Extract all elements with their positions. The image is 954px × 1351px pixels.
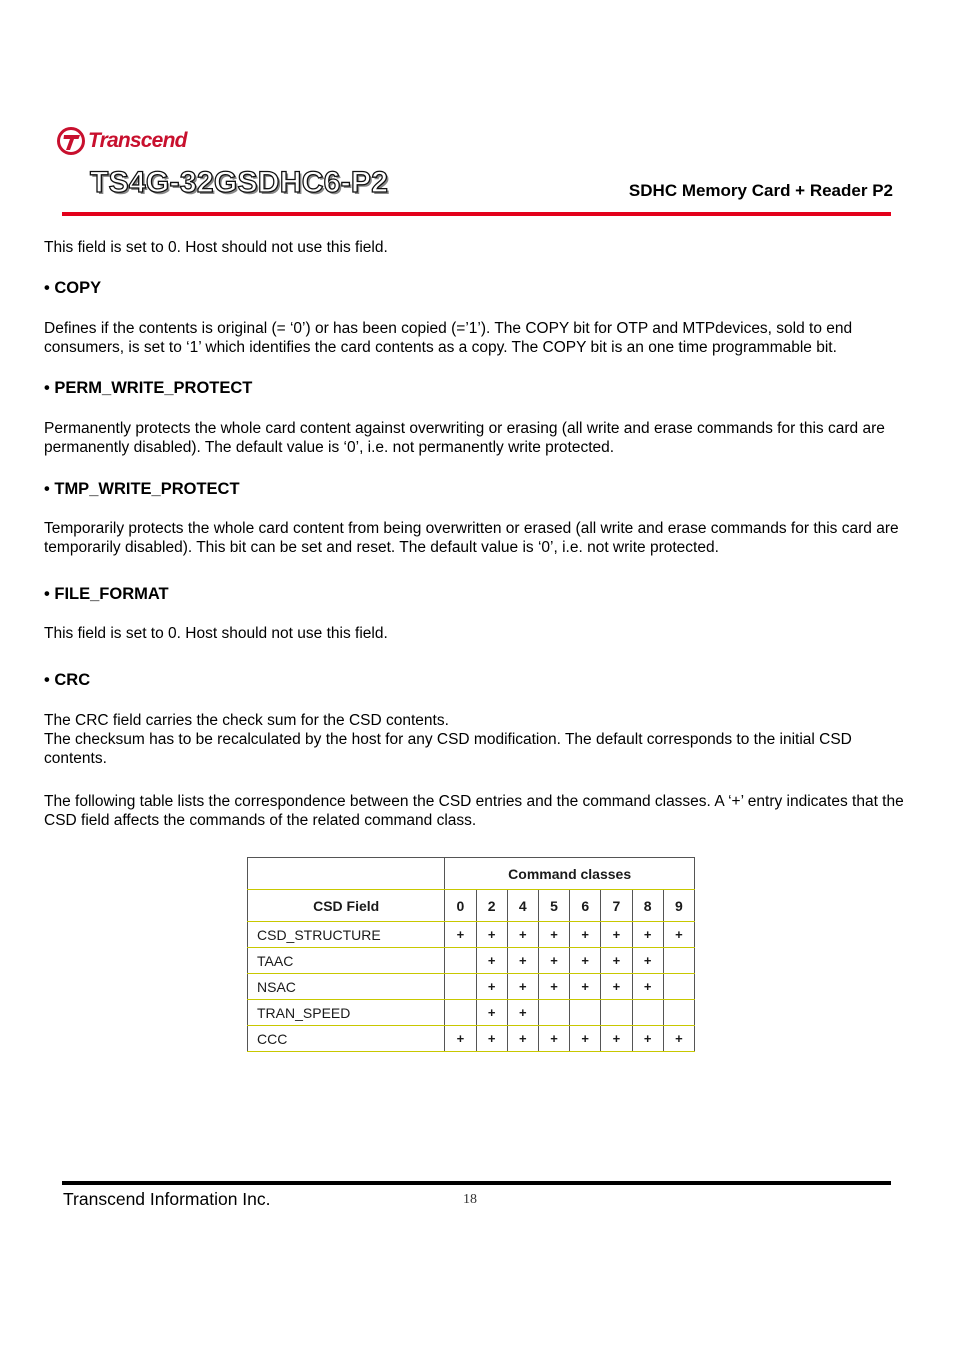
class-cell bbox=[445, 1000, 476, 1026]
command-class-header: 6 bbox=[570, 890, 601, 922]
class-cell: + bbox=[476, 948, 507, 974]
class-cell: + bbox=[445, 1026, 476, 1052]
class-cell: + bbox=[570, 948, 601, 974]
csd-command-class-table bbox=[247, 857, 695, 1052]
model-number: TS4G-32GSDHC6-P2 bbox=[90, 166, 389, 199]
section-text-file-format: This field is set to 0. Host should not use this field. bbox=[44, 625, 388, 642]
section-heading-file-format: • FILE_FORMAT bbox=[44, 585, 169, 603]
class-cell: + bbox=[538, 948, 569, 974]
command-class-header: 0 bbox=[445, 890, 476, 922]
class-cell: + bbox=[538, 1026, 569, 1052]
class-cell: + bbox=[601, 948, 632, 974]
command-class-header: 8 bbox=[632, 890, 663, 922]
class-cell bbox=[601, 1000, 632, 1026]
table-column-header-row bbox=[248, 890, 695, 922]
class-cell bbox=[663, 948, 694, 974]
command-class-header: 7 bbox=[601, 890, 632, 922]
class-cell: + bbox=[632, 974, 663, 1000]
section-text-copy: Defines if the contents is original (= ‘0’) or has been copied (=’1’). The COPY bit for OTP and MTPdevices, sold to end consumers, is set to ‘1’ which identifies the card contents as a copy. The COPY bit is an one time programmable bit. bbox=[44, 320, 853, 356]
table-row bbox=[248, 1000, 695, 1026]
class-cell bbox=[632, 1000, 663, 1026]
class-cell: + bbox=[476, 1026, 507, 1052]
class-cell: + bbox=[507, 948, 538, 974]
header-divider bbox=[62, 212, 891, 216]
section-text-crc-2: The checksum has to be recalculated by the host for any CSD modification. The default corresponds to the initial CSD contents. bbox=[44, 731, 852, 767]
footer-divider bbox=[62, 1181, 891, 1185]
class-cell bbox=[663, 1000, 694, 1026]
section-text-crc-1: The CRC field carries the check sum for the CSD contents. bbox=[44, 712, 449, 729]
class-cell: + bbox=[663, 922, 694, 948]
command-class-header: 2 bbox=[476, 890, 507, 922]
class-cell: + bbox=[570, 974, 601, 1000]
section-text-perm-write-protect: Permanently protects the whole card content against overwriting or erasing (all write and erase commands for this card are permanently disabled). The default value is ‘0’, i.e. not permanently write protected. bbox=[44, 420, 885, 456]
table-intro-text: The following table lists the correspondence between the CSD entries and the command classes. A ‘+’ entry indicates that the CSD field affects the commands of the related command class. bbox=[44, 793, 904, 829]
class-cell: + bbox=[445, 922, 476, 948]
csd-field-name: NSAC bbox=[248, 974, 445, 1000]
table-corner-cell bbox=[248, 858, 445, 890]
class-cell: + bbox=[538, 922, 569, 948]
csd-field-name: CCC bbox=[248, 1026, 445, 1052]
class-cell: + bbox=[538, 974, 569, 1000]
product-name: SDHC Memory Card + Reader P2 bbox=[628, 181, 893, 200]
footer-company: Transcend Information Inc. bbox=[63, 1189, 271, 1209]
table-row bbox=[248, 974, 695, 1000]
page-number: 18 bbox=[463, 1192, 477, 1207]
class-cell: + bbox=[570, 922, 601, 948]
command-class-header: 5 bbox=[538, 890, 569, 922]
class-cell: + bbox=[601, 1026, 632, 1052]
section-heading-tmp-write-protect: • TMP_WRITE_PROTECT bbox=[44, 480, 240, 498]
class-cell: + bbox=[632, 922, 663, 948]
table-group-header-row bbox=[248, 858, 695, 890]
brand-name: Transcend bbox=[88, 129, 187, 152]
csd-field-name: TRAN_SPEED bbox=[248, 1000, 445, 1026]
section-heading-copy: • COPY bbox=[44, 279, 102, 297]
class-cell: + bbox=[507, 974, 538, 1000]
table-row bbox=[248, 922, 695, 948]
intro-text: This field is set to 0. Host should not use this field. bbox=[44, 239, 388, 256]
class-cell: + bbox=[632, 948, 663, 974]
class-cell bbox=[538, 1000, 569, 1026]
class-cell bbox=[445, 974, 476, 1000]
csd-field-name: CSD_STRUCTURE bbox=[248, 922, 445, 948]
transcend-logo-icon bbox=[56, 126, 86, 156]
section-text-tmp-write-protect: Temporarily protects the whole card content from being overwritten or erased (all write and erase commands for this card are temporarily disabled). This bit can be set and reset. The default value is ‘0’, i.e. not write protected. bbox=[44, 520, 899, 556]
command-class-header: 4 bbox=[507, 890, 538, 922]
table-row bbox=[248, 948, 695, 974]
command-classes-header: Command classes bbox=[445, 858, 695, 890]
command-class-header: 9 bbox=[663, 890, 694, 922]
csd-field-name: TAAC bbox=[248, 948, 445, 974]
table-row bbox=[248, 1026, 695, 1052]
class-cell: + bbox=[507, 1026, 538, 1052]
class-cell: + bbox=[507, 922, 538, 948]
class-cell: + bbox=[476, 1000, 507, 1026]
class-cell: + bbox=[507, 1000, 538, 1026]
class-cell bbox=[445, 948, 476, 974]
class-cell: + bbox=[476, 974, 507, 1000]
class-cell bbox=[663, 974, 694, 1000]
class-cell: + bbox=[570, 1026, 601, 1052]
class-cell: + bbox=[601, 922, 632, 948]
brand-logo bbox=[56, 126, 187, 156]
class-cell: + bbox=[476, 922, 507, 948]
csd-field-header: CSD Field bbox=[248, 890, 445, 922]
section-heading-crc: • CRC bbox=[44, 671, 91, 689]
class-cell: + bbox=[663, 1026, 694, 1052]
class-cell: + bbox=[601, 974, 632, 1000]
class-cell bbox=[570, 1000, 601, 1026]
class-cell: + bbox=[632, 1026, 663, 1052]
section-heading-perm-write-protect: • PERM_WRITE_PROTECT bbox=[44, 379, 253, 397]
